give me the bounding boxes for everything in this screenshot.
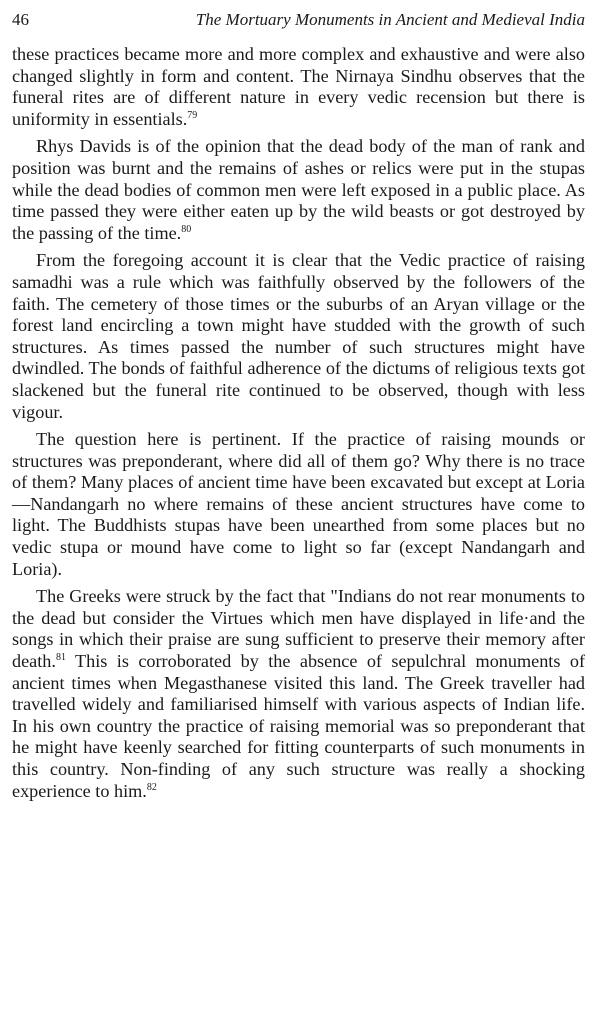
- running-header: [12, 10, 585, 44]
- paragraph-text: The question here is pertinent. If the practice of raising mounds or structures was preponderant, where did all of them go? Why there is no trace of them? Many places of ancient time have been excavated but except at Loria—Nandangarh no where remains of these ancient structures have come to light. The Buddhists stupas have been unearthed from some places but no vedic stupa or mound have come to light so far (except Nandangarh and Loria).: [12, 429, 585, 579]
- paragraph: [12, 136, 585, 244]
- footnote-ref: 82: [146, 781, 157, 793]
- page-number: 46: [12, 10, 29, 29]
- running-title: The Mortuary Monuments in Ancient and Medieval India: [195, 10, 585, 29]
- paragraph: [12, 429, 585, 580]
- footnote-ref: 80: [181, 223, 192, 235]
- paragraph: [12, 586, 585, 802]
- paragraph-text: Rhys Davids is of the opinion that the dead body of the man of rank and position was burnt and the remains of ashes or relics were put in the stupas while the dead bodies of common men were left exposed in a public place. As time passed they were either eaten up by the wild beasts or got destroyed by the passing of the time.: [12, 136, 585, 243]
- paragraph-text: From the foregoing account it is clear that the Vedic practice of raising samadhi was a rule which was faithfully observed by the followers of the faith. The cemetery of those times or the suburbs of an Aryan village or the forest land encircling a town might have studded with the growth of such structures. As times passed the number of such structures might have dwindled. The bonds of faithful adherence of the dictums of religious texts got slackened but the funeral rite continued to be observed, though with less vigour.: [12, 250, 585, 422]
- paragraph-text: The Greeks were struck by the fact that "Indians do not rear monuments to the dead but consider the Virtues which men have displayed in life·and the songs in which their praise are sung sufficient to preserve their memory after death.: [12, 586, 585, 672]
- paragraph-text: This is corroborated by the absence of sepulchral monuments of ancient times when Megasthanese visited this land. The Greek traveller had travelled widely and familiarised himself with various aspects of Indian life. In his own country the practice of raising memorial was so preponderant that he might have keenly searched for fitting counterparts of such monuments in this country. Non-finding of any such structure was really a shocking experience to him.: [12, 651, 585, 801]
- footnote-ref: 81: [55, 651, 66, 663]
- paragraph-continued: [12, 44, 585, 130]
- paragraph-text: these practices became more and more complex and exhaustive and were also changed slightly in form and content. The Nirnaya Sindhu observes that the funeral rites are of different nature in every vedic recension but there is uniformity in essentials.: [12, 44, 585, 129]
- paragraph: [12, 250, 585, 423]
- body-text: [12, 44, 585, 802]
- footnote-ref: 79: [187, 109, 198, 121]
